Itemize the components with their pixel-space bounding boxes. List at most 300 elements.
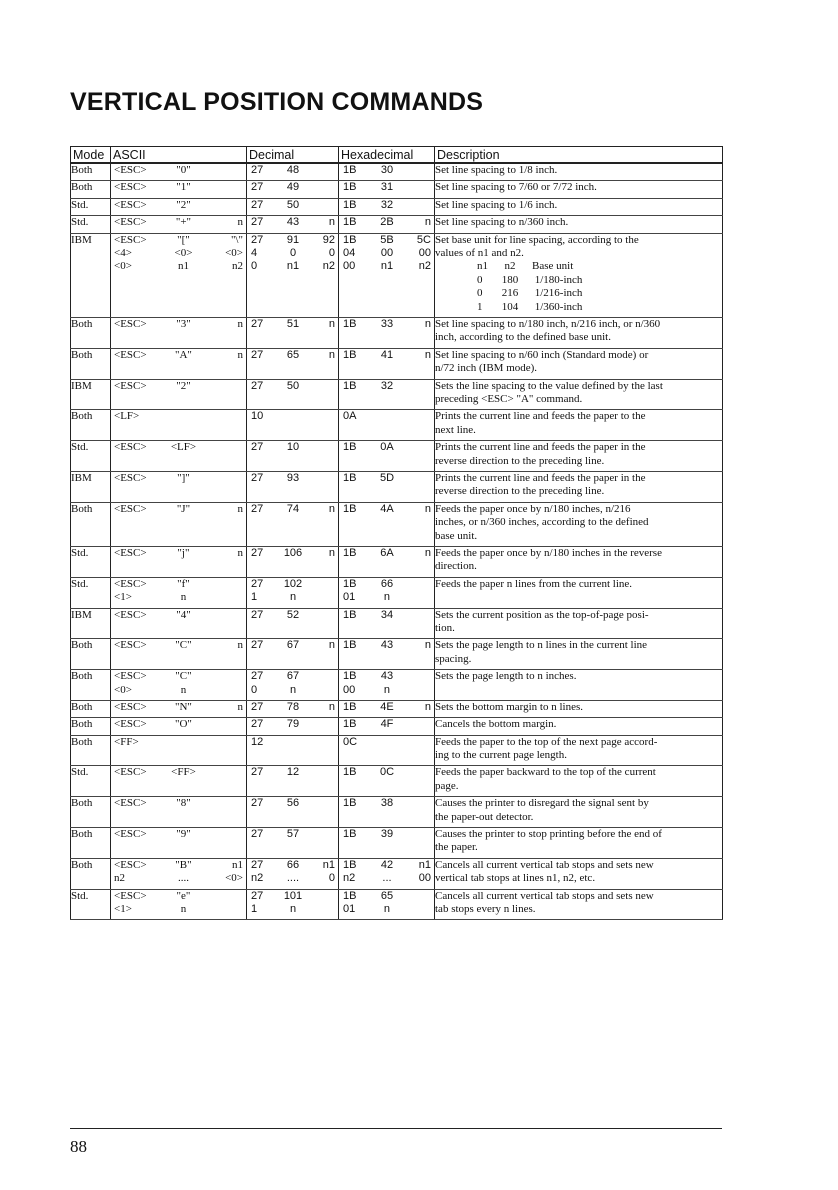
ascii-cell-part: "0" — [176, 164, 191, 176]
decimal-cell-part: 50 — [286, 379, 300, 392]
hex-cell-part — [402, 890, 434, 903]
hex-cell — [339, 410, 435, 441]
ascii-cell-part: <0> — [174, 246, 193, 259]
hex-cell-line — [339, 903, 434, 916]
decimal-cell-part — [307, 410, 338, 423]
ascii-cell-line — [111, 503, 246, 516]
hex-cell-part: 4F — [380, 718, 394, 731]
description-line: base unit. — [435, 529, 478, 542]
ascii-cell-line — [111, 903, 246, 916]
decimal-cell-part: n2 — [322, 260, 335, 273]
hex-cell-part: 4E — [380, 700, 394, 713]
decimal-cell-part: 57 — [286, 828, 300, 841]
table-row — [71, 670, 723, 701]
decimal-cell-part: n — [328, 348, 335, 361]
ascii-cell-part: "3" — [176, 317, 191, 330]
description-cell — [435, 348, 723, 379]
ascii-cell-line — [111, 701, 246, 714]
decimal-cell-line — [247, 547, 338, 560]
decimal-cell-part: 27 — [251, 198, 264, 211]
description-line: page. — [435, 779, 459, 792]
decimal-cell-part — [279, 736, 307, 749]
base-unit-table-line: n1 n2 Base unit — [477, 260, 574, 273]
hex-cell-part — [402, 410, 434, 423]
description-line: Set line spacing to n/180 inch, n/216 inch, or n/360 — [435, 317, 661, 330]
decimal-cell-line — [247, 441, 338, 454]
hex-cell-part: n — [424, 700, 431, 713]
ascii-cell-part: "\" — [230, 233, 243, 246]
decimal-cell — [247, 700, 339, 717]
ascii-cell-part — [203, 472, 246, 485]
decimal-cell-part: 49 — [286, 181, 300, 194]
decimal-cell-part: 91 — [286, 233, 300, 246]
hex-cell-part: 41 — [380, 348, 394, 361]
hex-cell-line — [339, 349, 434, 362]
decimal-cell-line — [247, 609, 338, 622]
hex-cell-part: 1B — [343, 471, 357, 484]
decimal-cell-part: 66 — [286, 858, 300, 871]
hex-cell-part: 1B — [343, 608, 357, 621]
decimal-cell-part: 56 — [286, 797, 300, 810]
decimal-cell-part — [307, 441, 338, 454]
ascii-cell-line — [111, 736, 246, 749]
decimal-cell-part: .... — [286, 872, 300, 885]
hex-cell-part: 1B — [343, 441, 357, 454]
hex-cell-part: n — [424, 639, 431, 652]
hex-cell — [339, 441, 435, 472]
hex-cell — [339, 670, 435, 701]
mode-cell: Both — [71, 828, 111, 859]
table-row — [71, 639, 723, 670]
ascii-cell-line — [111, 441, 246, 454]
hex-cell-part — [402, 181, 434, 194]
decimal-cell-part: 12 — [286, 766, 300, 779]
description-line: Set line spacing to 7/60 or 7/72 inch. — [435, 181, 597, 194]
ascii-cell-part: "2" — [176, 379, 191, 392]
description-cell — [435, 379, 723, 410]
hex-cell-line — [339, 247, 434, 260]
ascii-cell-part — [203, 578, 246, 591]
ascii-cell-line — [111, 247, 246, 260]
decimal-cell-part: 0 — [328, 246, 335, 259]
hex-cell — [339, 858, 435, 889]
ascii-cell-line — [111, 718, 246, 731]
decimal-cell-part: 101 — [283, 889, 303, 902]
decimal-cell-line — [247, 247, 338, 260]
table-row — [71, 163, 723, 181]
hex-cell-part: 0A — [380, 441, 394, 454]
hex-cell-part — [402, 670, 434, 683]
decimal-cell-part: 27 — [251, 181, 264, 194]
ascii-cell — [111, 889, 247, 920]
mode-cell: Both — [71, 858, 111, 889]
ascii-cell-line — [111, 828, 246, 841]
description-cell — [435, 889, 723, 920]
hex-cell-part: 0C — [343, 735, 358, 748]
hex-cell-part — [402, 591, 434, 604]
decimal-cell-part: n — [328, 639, 335, 652]
hex-cell-part — [402, 797, 434, 810]
ascii-cell — [111, 608, 247, 639]
decimal-cell-part: n — [328, 216, 335, 229]
decimal-cell-part: 43 — [286, 216, 300, 229]
ascii-cell-part: <0> — [114, 683, 132, 696]
description-line: Cancels the bottom margin. — [435, 718, 557, 731]
ascii-cell-line — [111, 609, 246, 622]
hex-cell — [339, 379, 435, 410]
ascii-cell-line — [111, 164, 246, 177]
hex-cell-part: 4A — [380, 502, 394, 515]
ascii-cell — [111, 670, 247, 701]
hex-cell — [339, 797, 435, 828]
table-row — [71, 718, 723, 735]
description-line: inches, or n/360 inches, according to the defined — [435, 516, 649, 529]
decimal-cell-part — [307, 766, 338, 779]
description-cell — [435, 502, 723, 546]
decimal-cell-line — [247, 349, 338, 362]
hex-cell-part: 39 — [380, 828, 394, 841]
hex-cell-line — [339, 216, 434, 229]
ascii-cell — [111, 163, 247, 181]
decimal-cell — [247, 317, 339, 348]
hex-cell-part: 6A — [380, 546, 394, 559]
decimal-cell-line — [247, 701, 338, 714]
table-row — [71, 766, 723, 797]
decimal-cell-part — [307, 797, 338, 810]
description-line: Sets the current position as the top-of-page posi- — [435, 608, 649, 621]
ascii-cell — [111, 198, 247, 215]
decimal-cell-part: n — [289, 903, 297, 916]
decimal-cell — [247, 670, 339, 701]
decimal-cell-part: 27 — [251, 441, 264, 454]
hex-cell-line — [339, 472, 434, 485]
hex-cell-part: 1B — [343, 577, 357, 590]
ascii-cell-part: <FF> — [114, 735, 139, 748]
description-cell — [435, 700, 723, 717]
decimal-cell — [247, 577, 339, 608]
decimal-cell-part: 27 — [251, 577, 264, 590]
description-line: next line. — [435, 423, 476, 436]
hex-cell-part: 1B — [343, 797, 357, 810]
base-unit-table-line: 0 180 1/180-inch — [477, 273, 583, 286]
ascii-cell-line — [111, 547, 246, 560]
hex-cell-part — [402, 199, 434, 212]
decimal-cell-part: n1 — [322, 858, 335, 871]
decimal-cell-line — [247, 797, 338, 810]
description-line: direction. — [435, 560, 477, 573]
mode-cell: Both — [71, 410, 111, 441]
description-cell — [435, 670, 723, 701]
hex-cell — [339, 766, 435, 797]
hex-cell-part: n1 — [418, 858, 431, 871]
ascii-cell-part: <ESC> — [114, 502, 147, 515]
hex-cell-part: 1B — [343, 828, 357, 841]
hex-cell — [339, 317, 435, 348]
hex-cell-line — [339, 410, 434, 423]
description-cell — [435, 163, 723, 181]
ascii-cell-part: <ESC> — [114, 766, 147, 779]
ascii-cell-line — [111, 639, 246, 652]
description-cell — [435, 546, 723, 577]
decimal-cell-line — [247, 684, 338, 697]
decimal-cell-part — [307, 609, 338, 622]
decimal-cell-part: 27 — [251, 718, 264, 731]
decimal-cell — [247, 471, 339, 502]
decimal-cell-line — [247, 639, 338, 652]
description-line: reverse direction to the preceding line. — [435, 485, 605, 498]
ascii-cell-part: n1 — [177, 260, 189, 273]
decimal-cell-line — [247, 828, 338, 841]
hex-cell-part: 1B — [343, 766, 357, 779]
hex-cell-part: 1B — [343, 216, 357, 229]
hex-cell-line — [339, 591, 434, 604]
decimal-cell-part: 10 — [251, 410, 264, 423]
hex-cell-part — [402, 441, 434, 454]
ascii-cell-part — [203, 199, 246, 212]
ascii-cell-part: <0> — [225, 872, 243, 885]
hex-cell-part: n — [424, 502, 431, 515]
hex-cell-part: 1B — [343, 889, 357, 902]
decimal-cell-part — [307, 472, 338, 485]
mode-cell: Both — [71, 163, 111, 181]
ascii-cell-line — [111, 380, 246, 393]
ascii-cell-part: n — [237, 502, 243, 515]
decimal-cell-line — [247, 766, 338, 779]
decimal-cell-part: 27 — [251, 889, 264, 902]
description-cell — [435, 858, 723, 889]
hex-cell-part: 43 — [380, 670, 394, 683]
hex-cell-part: 1B — [343, 502, 357, 515]
decimal-cell — [247, 379, 339, 410]
description-cell — [435, 608, 723, 639]
decimal-cell-part: 0 — [251, 683, 258, 696]
decimal-cell-part: 50 — [286, 198, 300, 211]
decimal-cell — [247, 858, 339, 889]
ascii-cell-line — [111, 181, 246, 194]
hex-cell-part: 5D — [379, 471, 395, 484]
decimal-cell-part — [307, 380, 338, 393]
decimal-cell-part: 27 — [251, 233, 264, 246]
table-row — [71, 735, 723, 766]
description-cell — [435, 441, 723, 472]
description-line: Feeds the paper once by n/180 inches in the reverse — [435, 546, 662, 559]
ascii-cell-part: <ESC> — [114, 546, 147, 559]
description-cell — [435, 797, 723, 828]
ascii-cell-part: <ESC> — [114, 181, 147, 194]
table-row — [71, 889, 723, 920]
description-cell — [435, 471, 723, 502]
table-row — [71, 216, 723, 233]
ascii-cell-part: "[" — [177, 233, 190, 246]
description-cell — [435, 181, 723, 198]
hex-cell — [339, 198, 435, 215]
ascii-cell-part: n — [180, 903, 187, 916]
description-line: Sets the page length to n inches. — [435, 670, 577, 683]
description-cell — [435, 639, 723, 670]
ascii-cell-part: "C" — [175, 670, 192, 683]
decimal-cell-part — [307, 903, 338, 916]
table-row — [71, 828, 723, 859]
mode-cell: Std. — [71, 766, 111, 797]
ascii-cell-line — [111, 591, 246, 604]
hex-cell-line — [339, 736, 434, 749]
decimal-cell — [247, 546, 339, 577]
hex-cell-part: 1B — [343, 379, 357, 392]
hex-cell-part: 1B — [343, 233, 357, 246]
description-line: Feeds the paper once by n/180 inches, n/216 — [435, 502, 631, 515]
table-row — [71, 317, 723, 348]
base-unit-table-line: 0 216 1/216-inch — [477, 287, 583, 300]
ascii-cell-part: n1 — [231, 858, 243, 871]
ascii-cell-line — [111, 684, 246, 697]
description-line: Feeds the paper backward to the top of the current — [435, 766, 656, 779]
description-line: Causes the printer to disregard the signal sent by — [435, 797, 649, 810]
decimal-cell-part: 27 — [251, 797, 264, 810]
decimal-cell-part: 27 — [251, 639, 264, 652]
ascii-cell — [111, 718, 247, 735]
table-row — [71, 700, 723, 717]
table-row — [71, 608, 723, 639]
hex-cell-part: 1B — [343, 546, 357, 559]
description-cell — [435, 718, 723, 735]
ascii-cell-part: <LF> — [114, 410, 140, 423]
table-row — [71, 546, 723, 577]
ascii-cell-part — [203, 670, 246, 683]
ascii-cell — [111, 502, 247, 546]
ascii-cell-part — [164, 736, 204, 749]
decimal-cell — [247, 441, 339, 472]
hex-cell-part: 04 — [343, 246, 356, 259]
mode-cell: Both — [71, 181, 111, 198]
hex-cell-part: n — [383, 903, 391, 916]
ascii-cell-part — [203, 718, 246, 731]
ascii-cell-part: <0> — [114, 260, 132, 273]
page-title: VERTICAL POSITION COMMANDS — [70, 88, 484, 116]
mode-cell: IBM — [71, 233, 111, 317]
ascii-cell-part: "]" — [177, 471, 190, 484]
description-line: Causes the printer to stop printing before the end of — [435, 828, 662, 841]
ascii-cell-line — [111, 260, 246, 273]
decimal-cell-line — [247, 670, 338, 683]
hex-cell-line — [339, 890, 434, 903]
mode-cell: Both — [71, 670, 111, 701]
decimal-cell-part — [307, 670, 338, 683]
decimal-cell-part: 65 — [286, 348, 300, 361]
decimal-cell-part: 27 — [251, 348, 264, 361]
decimal-cell-part: 1 — [251, 591, 258, 604]
hex-cell-line — [339, 199, 434, 212]
hex-cell-part: 32 — [380, 379, 394, 392]
hex-cell-line — [339, 766, 434, 779]
hex-cell-line — [339, 609, 434, 622]
hex-cell-part: 00 — [418, 872, 431, 885]
hex-cell-part: 0A — [343, 410, 357, 423]
hex-cell-part: 1B — [343, 858, 357, 871]
decimal-cell — [247, 766, 339, 797]
decimal-cell — [247, 163, 339, 181]
ascii-cell-part: <ESC> — [114, 639, 147, 652]
decimal-cell-part: 67 — [286, 639, 300, 652]
hex-cell-part: 2B — [380, 216, 394, 229]
hex-cell-part: 00 — [343, 260, 356, 273]
hex-cell-part — [402, 578, 434, 591]
hex-cell-part: n — [383, 591, 391, 604]
decimal-cell — [247, 828, 339, 859]
hex-cell-line — [339, 380, 434, 393]
description-line: Set line spacing to 1/8 inch. — [435, 164, 558, 176]
decimal-cell-part: n — [328, 502, 335, 515]
decimal-cell-part: 78 — [286, 700, 300, 713]
decimal-cell-part — [307, 591, 338, 604]
ascii-cell-part — [203, 684, 246, 697]
hex-cell-part: 1B — [343, 700, 357, 713]
ascii-cell-part: <ESC> — [114, 216, 147, 229]
decimal-cell-part — [307, 718, 338, 731]
page-number: 88 — [70, 1137, 87, 1156]
ascii-cell-part — [203, 591, 246, 604]
ascii-cell-part: <1> — [114, 903, 132, 916]
ascii-cell-line — [111, 766, 246, 779]
hex-cell-line — [339, 260, 434, 273]
ascii-cell-part: n — [237, 317, 243, 330]
ascii-cell-line — [111, 670, 246, 683]
table-row — [71, 181, 723, 198]
decimal-cell-part — [307, 736, 338, 749]
decimal-cell-part — [307, 181, 338, 194]
decimal-cell-part: 74 — [286, 502, 300, 515]
decimal-cell-line — [247, 718, 338, 731]
description-line: n/72 inch (IBM mode). — [435, 362, 538, 375]
col-header-decimal: Decimal — [247, 147, 339, 164]
ascii-cell-part — [203, 441, 246, 454]
description-line: values of n1 and n2. — [435, 246, 524, 259]
decimal-cell-line — [247, 164, 338, 177]
decimal-cell-part — [307, 578, 338, 591]
hex-cell-line — [339, 547, 434, 560]
ascii-cell-part: <FF> — [171, 766, 196, 779]
hex-cell-part: n — [424, 546, 431, 559]
ascii-cell-part: "B" — [175, 858, 192, 871]
hex-cell-part: 30 — [380, 164, 394, 176]
mode-cell: Std. — [71, 441, 111, 472]
ascii-cell-line — [111, 472, 246, 485]
ascii-cell-part — [203, 410, 246, 423]
ascii-cell-part: <ESC> — [114, 348, 147, 361]
hex-cell-part: 0C — [379, 766, 395, 779]
ascii-cell-part: <ESC> — [114, 198, 147, 211]
ascii-cell-part: "C" — [175, 639, 192, 652]
description-line: Set base unit for line spacing, according to the — [435, 233, 639, 246]
ascii-cell — [111, 317, 247, 348]
decimal-cell-line — [247, 503, 338, 516]
hex-cell-part — [402, 736, 434, 749]
decimal-cell-part: n1 — [286, 260, 300, 273]
decimal-cell — [247, 410, 339, 441]
hex-cell-part — [402, 684, 434, 697]
hex-cell-part: 1B — [343, 164, 357, 176]
ascii-cell — [111, 577, 247, 608]
decimal-cell — [247, 198, 339, 215]
ascii-cell — [111, 181, 247, 198]
ascii-cell-part: <LF> — [170, 441, 197, 454]
hex-cell-line — [339, 578, 434, 591]
table-row — [71, 502, 723, 546]
hex-cell-line — [339, 441, 434, 454]
hex-cell — [339, 577, 435, 608]
decimal-cell-part: 27 — [251, 471, 264, 484]
ascii-cell-line — [111, 410, 246, 423]
mode-cell: Both — [71, 700, 111, 717]
